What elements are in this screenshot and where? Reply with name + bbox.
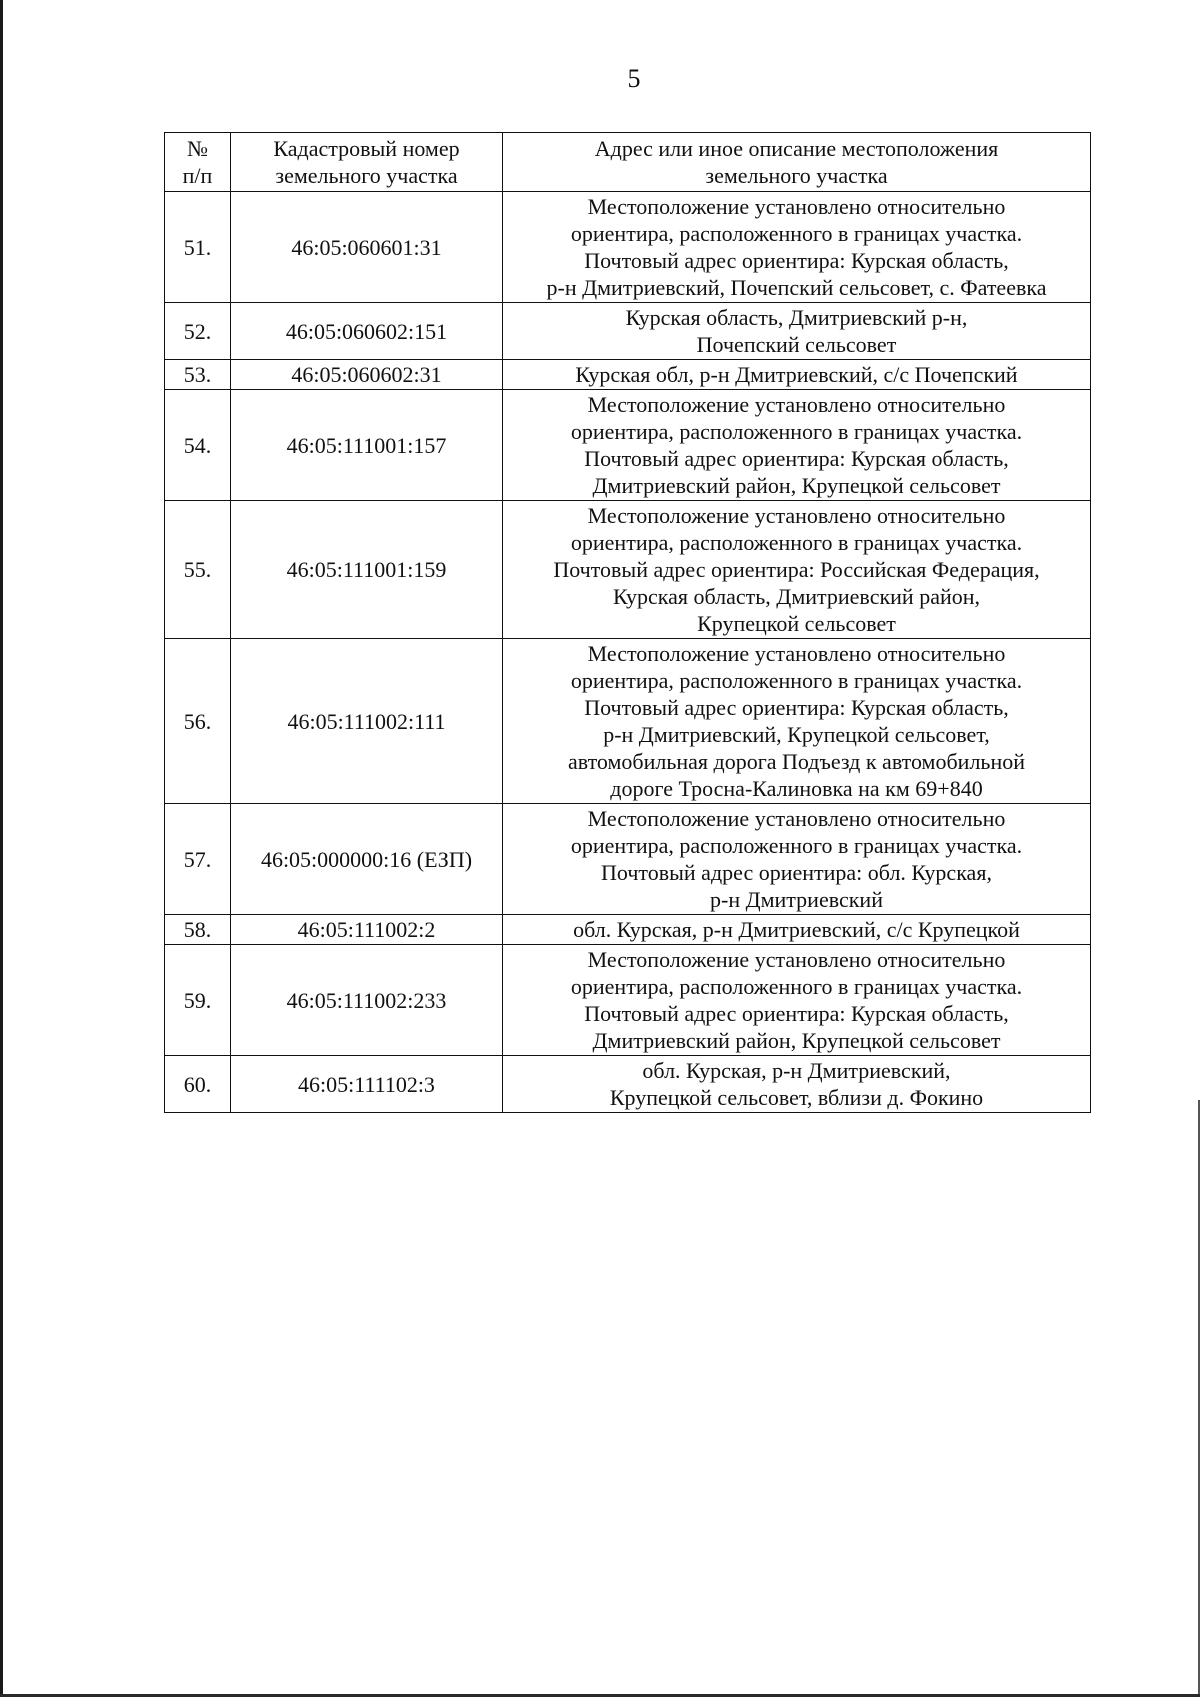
row-number: 60.: [165, 1056, 231, 1113]
header-address: [503, 133, 1091, 192]
table-row: [165, 501, 1091, 639]
row-address: [503, 1056, 1091, 1113]
row-number: 51.: [165, 192, 231, 303]
row-address: [503, 639, 1091, 804]
address-line: р-н Дмитриевский, Почепский сельсовет, с. Фатеевка: [546, 275, 1047, 300]
row-cadastral-number: 46:05:060602:31: [231, 360, 503, 390]
address-line: автомобильная дорога Подъезд к автомобильной: [567, 749, 1026, 774]
address-line: Почтовый адрес ориентира: Курская область,: [584, 446, 1009, 471]
address-line: ориентира, расположенного в границах участка.: [570, 668, 1023, 693]
page-number: 5: [627, 64, 641, 93]
row-cadastral-number: 46:05:000000:16 (ЕЗП): [231, 804, 503, 915]
row-number: 59.: [165, 945, 231, 1056]
row-number: 55.: [165, 501, 231, 639]
table-row: [165, 1056, 1091, 1113]
table-row: [165, 303, 1091, 360]
address-line: дороге Тросна-Калиновка на км 69+840: [610, 776, 983, 801]
address-line: обл. Курская, р-н Дмитриевский,: [642, 1058, 951, 1083]
row-address: [503, 501, 1091, 639]
address-line: Почтовый адрес ориентира: Курская область,: [584, 248, 1009, 273]
header-address-line2: земельного участка: [705, 163, 888, 188]
address-line: Местоположение установлено относительно: [587, 641, 1006, 666]
address-line: Местоположение установлено относительно: [587, 392, 1006, 417]
scan-edge-left: [0, 0, 3, 1697]
row-number: 53.: [165, 360, 231, 390]
address-line: ориентира, расположенного в границах участка.: [570, 530, 1023, 555]
address-line: Местоположение установлено относительно: [587, 806, 1006, 831]
row-address: [503, 945, 1091, 1056]
address-line: Почтовый адрес ориентира: обл. Курская,: [601, 860, 992, 885]
address-line: ориентира, расположенного в границах участка.: [570, 419, 1023, 444]
table-row: [165, 915, 1091, 945]
row-cadastral-number: 46:05:111002:111: [231, 639, 503, 804]
header-number-line1: №: [187, 136, 208, 161]
row-number: 58.: [165, 915, 231, 945]
header-cadastral: [231, 133, 503, 192]
row-number: 52.: [165, 303, 231, 360]
address-line: Местоположение установлено относительно: [587, 503, 1006, 528]
address-line: Дмитриевский район, Крупецкой сельсовет: [592, 473, 1001, 498]
header-cadastral-line2: земельного участка: [275, 163, 458, 188]
row-address: [503, 360, 1091, 390]
table-row: [165, 639, 1091, 804]
table-row: [165, 192, 1091, 303]
table-header-row: [165, 133, 1091, 192]
row-cadastral-number: 46:05:060602:151: [231, 303, 503, 360]
address-line: Дмитриевский район, Крупецкой сельсовет: [592, 1028, 1001, 1053]
row-address: [503, 192, 1091, 303]
address-line: ориентира, расположенного в границах участка.: [570, 221, 1023, 246]
table-row: [165, 945, 1091, 1056]
header-number-line2: п/п: [182, 163, 213, 188]
row-number: 57.: [165, 804, 231, 915]
address-line: Почтовый адрес ориентира: Курская область,: [584, 1001, 1009, 1026]
table-body: [165, 192, 1091, 1113]
address-line: Курская обл, р-н Дмитриевский, с/с Почепский: [575, 362, 1018, 387]
address-line: Почтовый адрес ориентира: Курская область,: [584, 695, 1009, 720]
address-line: Крупецкой сельсовет, вблизи д. Фокино: [609, 1085, 984, 1110]
row-number: 54.: [165, 390, 231, 501]
address-line: ориентира, расположенного в границах участка.: [570, 974, 1023, 999]
row-address: [503, 915, 1091, 945]
address-line: ориентира, расположенного в границах участка.: [570, 833, 1023, 858]
table-row: [165, 804, 1091, 915]
address-line: Почтовый адрес ориентира: Российская Федерация,: [553, 557, 1040, 582]
address-line: Курская область, Дмитриевский район,: [612, 584, 981, 609]
address-line: р-н Дмитриевский: [710, 887, 883, 912]
table-row: [165, 360, 1091, 390]
row-cadastral-number: 46:05:060601:31: [231, 192, 503, 303]
row-cadastral-number: 46:05:111102:3: [231, 1056, 503, 1113]
header-address-line1: Адрес или иное описание местоположения: [594, 136, 999, 161]
address-line: Крупецкой сельсовет: [697, 611, 896, 636]
row-address: [503, 303, 1091, 360]
row-cadastral-number: 46:05:111001:157: [231, 390, 503, 501]
row-number: 56.: [165, 639, 231, 804]
row-cadastral-number: 46:05:111001:159: [231, 501, 503, 639]
row-cadastral-number: 46:05:111002:2: [231, 915, 503, 945]
header-number: [165, 133, 231, 192]
land-plots-table: [164, 132, 1091, 1113]
address-line: Местоположение установлено относительно: [587, 194, 1006, 219]
row-address: [503, 390, 1091, 501]
address-line: р-н Дмитриевский, Крупецкой сельсовет,: [603, 722, 990, 747]
row-address: [503, 804, 1091, 915]
row-cadastral-number: 46:05:111002:233: [231, 945, 503, 1056]
address-line: обл. Курская, р-н Дмитриевский, с/с Крупецкой: [573, 917, 1020, 942]
address-line: Местоположение установлено относительно: [587, 947, 1006, 972]
header-cadastral-line1: Кадастровый номер: [273, 136, 460, 161]
address-line: Почепский сельсовет: [696, 332, 897, 357]
address-line: Курская область, Дмитриевский р-н,: [625, 305, 968, 330]
table-row: [165, 390, 1091, 501]
